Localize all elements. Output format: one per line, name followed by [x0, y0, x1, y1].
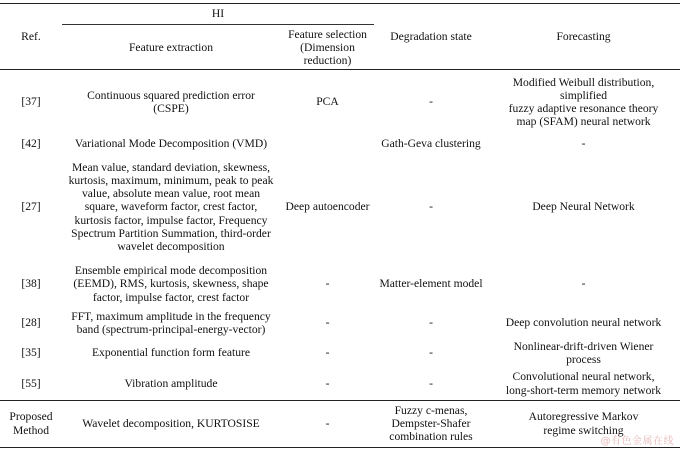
row-feature-extraction: Continuous squared prediction error (CSPE) — [87, 88, 255, 115]
row-degradation-state: - — [429, 95, 433, 109]
row-feature-selection: - — [325, 416, 330, 430]
row-feature-selection: - — [325, 316, 330, 330]
row-forecasting: - — [581, 137, 586, 151]
header-feature-extraction: Feature extraction — [128, 40, 213, 54]
row-feature-selection: - — [325, 376, 330, 390]
row-feature-selection: - — [325, 277, 330, 291]
header-ref: Ref. — [21, 29, 41, 43]
row-ref: [55] — [21, 376, 41, 390]
row-forecasting: Deep Neural Network — [532, 200, 635, 214]
row-feature-extraction: Ensemble empirical mode decomposition (EEMD), RMS, kurtosis, skewness, shape factor, impulse factor, crest factor — [73, 264, 269, 304]
header-feature-selection: Feature selection (Dimension reduction) — [288, 27, 367, 68]
hi-underline — [62, 24, 374, 25]
row-degradation-state: - — [429, 346, 433, 360]
row-feature-extraction: Mean value, standard deviation, skewness, kurtosis, maximum, minimum, peak to peak value, absolute mean value, root mean square, waveform factor, crest factor, kurtosis factor, impulse factor, Frequency Spectrum Partition Summation, third-order wavelet decomposition — [68, 160, 274, 253]
row-ref: [27] — [21, 200, 41, 214]
row-forecasting: Modified Weibull distribution, simplified fuzzy adaptive resonance theory map (SFAM) neural network — [508, 75, 659, 129]
header-forecasting: Forecasting — [556, 29, 611, 43]
row-degradation-state: Matter-element model — [379, 277, 483, 291]
row-feature-selection: PCA — [316, 95, 339, 109]
row-feature-extraction: FFT, maximum amplitude in the frequency band (spectrum-principal-energy-vector) — [71, 309, 271, 336]
row-degradation-state: - — [429, 316, 433, 330]
watermark-text: @有色金属在线 — [600, 436, 674, 447]
header-hi: HI — [211, 7, 225, 21]
row-feature-extraction: Vibration amplitude — [124, 376, 218, 390]
row-ref: [42] — [21, 137, 41, 151]
row-degradation-state: Gath-Geva clustering — [381, 137, 481, 151]
row-ref: [35] — [21, 346, 41, 360]
table-bottom-rule — [0, 447, 680, 448]
row-feature-extraction: Wavelet decomposition, KURTOSISE — [82, 416, 260, 430]
row-degradation-state: Fuzzy c-menas, Dempster-Shafer combination rules — [389, 403, 473, 444]
row-ref: [37] — [21, 95, 41, 109]
row-feature-selection — [280, 134, 375, 154]
row-ref: [38] — [21, 277, 41, 291]
row-forecasting: Autoregressive Markov regime switching — [528, 410, 639, 437]
row-forecasting: Convolutional neural network, long-short-term memory network — [505, 370, 662, 397]
header-degradation-state: Degradation state — [390, 29, 472, 43]
row-ref: Proposed Method — [9, 410, 53, 437]
row-degradation-state: - — [429, 200, 433, 214]
row-feature-selection: - — [325, 346, 330, 360]
row-forecasting: Nonlinear-drift-driven Wiener process — [513, 339, 654, 366]
row-feature-extraction: Exponential function form feature — [91, 346, 251, 360]
row-degradation-state: - — [429, 376, 433, 390]
row-feature-selection: Deep autoencoder — [285, 200, 370, 214]
row-feature-extraction: Variational Mode Decomposition (VMD) — [74, 137, 268, 151]
row-forecasting: - — [581, 277, 586, 291]
row-ref: [28] — [21, 316, 41, 330]
row-forecasting: Deep convolution neural network — [505, 316, 662, 330]
